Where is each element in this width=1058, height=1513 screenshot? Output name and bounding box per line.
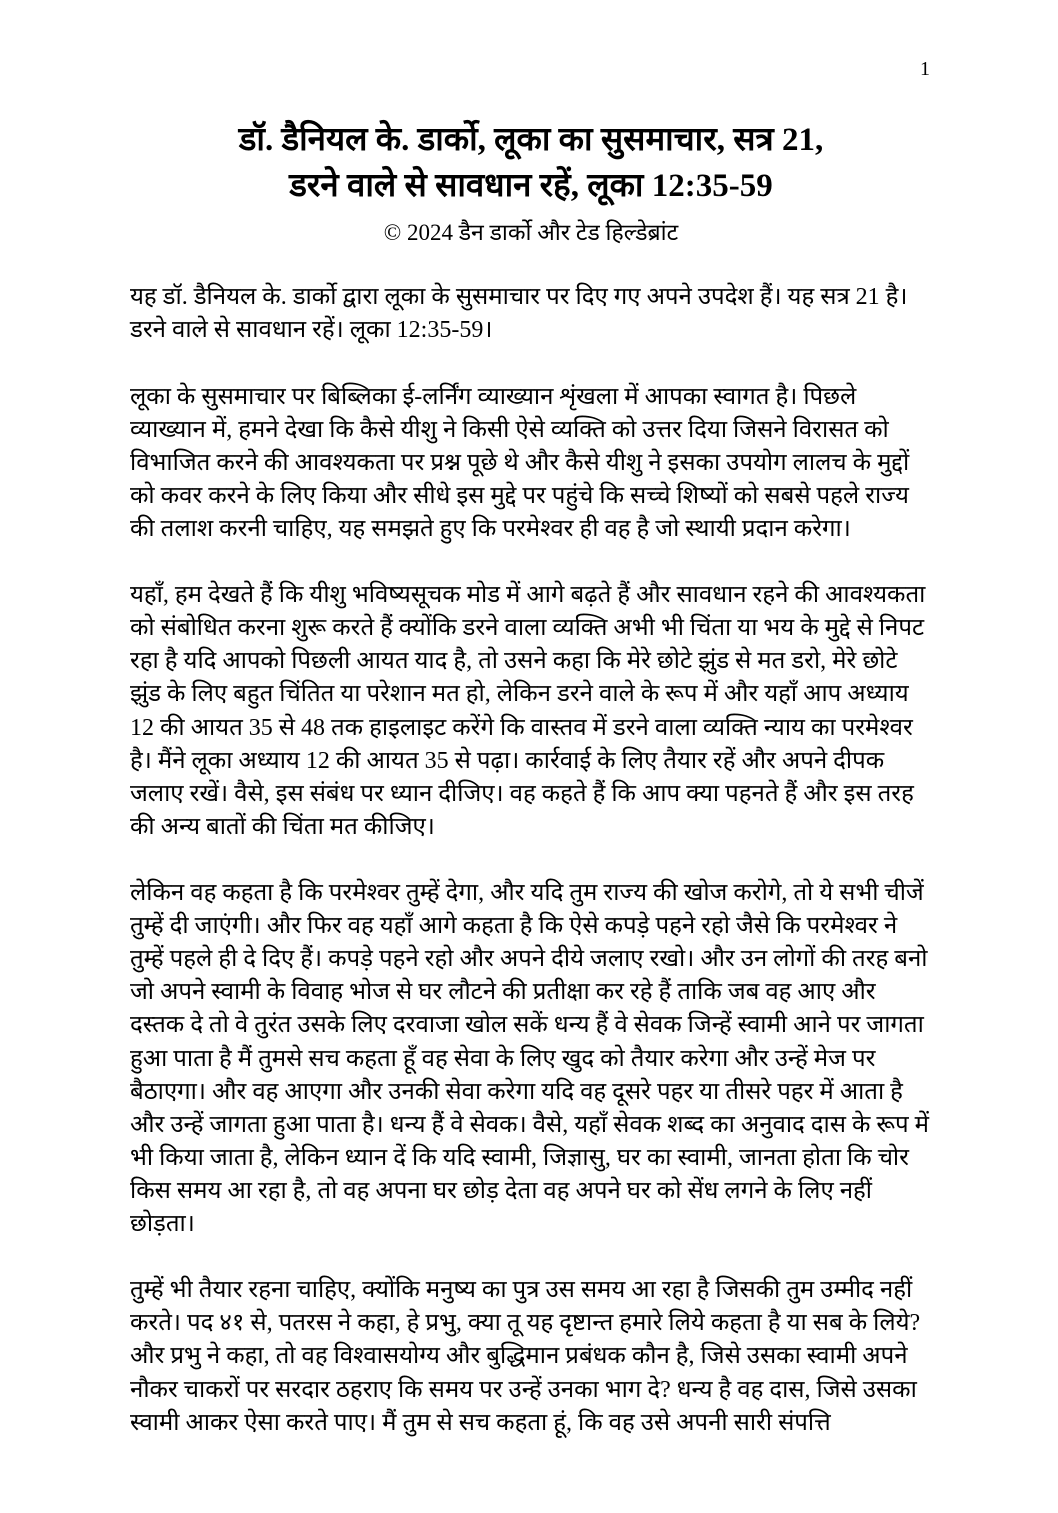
document-title-line-2: डरने वाले से सावधान रहें, लूका 12:35-59 bbox=[289, 168, 773, 205]
paragraph-son-of-man: तुम्हें भी तैयार रहना चाहिए, क्योंकि मनुष्य का पुत्र उस समय आ रहा है जिसकी तुम उम्मीद नहीं करते। पद ४१ से, पतरस ने कहा, हे प्रभु, क्या तू यह दृष्टान्त हमारे लिये कहता है या सब के लिये? और प्रभु ने कहा, तो वह विश्वासयोग्य और बुद्धिमान प्रबंधक कौन है, जिसे उसका स्वामी अपने नौकर चाकरों पर सरदार ठहराए कि समय पर उन्हें उनका भाग दे? धन्य है वह दास, जिसे उसका स्वामी आकर ऐसा करते पाए। मैं तुम से सच कहता हूं, कि वह उसे अपनी सारी संपत्ति bbox=[130, 1277, 921, 1436]
paragraph-intro: यह डॉ. डैनियल के. डार्को द्वारा लूका के सुसमाचार पर दिए गए अपने उपदेश हैं। यह सत्र 21 है। डरने वाले से सावधान रहें। लूका 12:35-59। bbox=[130, 284, 908, 344]
paragraph-welcome: लूका के सुसमाचार पर बिब्लिका ई-लर्निंग व्याख्यान शृंखला में आपका स्वागत है। पिछले व्याख्यान में, हमने देखा कि कैसे यीशु ने किसी ऐसे व्यक्ति को उत्तर दिया जिसने विरासत को विभाजित करने की आवश्यकता पर प्रश्न पूछे थे और कैसे यीशु ने इसका उपयोग लालच के मुद्दों को कवर करने के लिए किया और सीधे इस मुद्दे पर पहुंचे कि सच्चे शिष्यों को सबसे पहले राज्य की तलाश करनी चाहिए, यह समझते हुए कि परमेश्वर ही वह है जो स्थायी प्रदान करेगा। bbox=[130, 383, 910, 543]
document-title-line-1: डॉ. डैनियल के. डार्को, लूका का सुसमाचार, सत्र 21, bbox=[238, 122, 824, 158]
document-title bbox=[130, 117, 932, 209]
copyright-notice: © 2024 डैन डार्को और टेड हिल्डेब्रांट bbox=[383, 220, 679, 246]
page-number: 1 bbox=[920, 58, 930, 80]
document-body bbox=[130, 281, 932, 1439]
paragraph-lamps-burning: लेकिन वह कहता है कि परमेश्वर तुम्हें देगा, और यदि तुम राज्य की खोज करोगे, तो ये सभी चीजें तुम्हें दी जाएंगी। और फिर वह यहाँ आगे कहता है कि ऐसे कपड़े पहने रहो जैसे कि परमेश्वर ने तुम्हें पहले ही दे दिए हैं। कपड़े पहने रहो और अपने दीये जलाए रखो। और उन लोगों की तरह बनो जो अपने स्वामी के विवाह भोज से घर लौटने की प्रतीक्षा कर रहे हैं ताकि जब वह आए और दस्तक दे तो वे तुरंत उसके लिए दरवाजा खोल सकें धन्य हैं वे सेवक जिन्हें स्वामी आने पर जागता हुआ पाता है मैं तुमसे सच कहता हूँ वह सेवा के लिए खुद को तैयार करेगा और उन्हें मेज पर बैठाएगा। और वह आएगा और उनकी सेवा करेगा यदि वह दूसरे पहर या तीसरे पहर में आता है और उन्हें जागता हुआ पाता है। धन्य हैं वे सेवक। वैसे, यहाँ सेवक शब्द का अनुवाद दास के रूप में भी किया जाता है, लेकिन ध्यान दें कि यदि स्वामी, जिज्ञासु, घर का स्वामी, जानता होता कि चोर किस समय आ रहा है, तो वह अपना घर छोड़ देता वह अपने घर को सेंध लगने के लिए नहीं छोड़ता। bbox=[130, 880, 930, 1238]
paragraph-prophetic-mode: यहाँ, हम देखते हैं कि यीशु भविष्यसूचक मोड में आगे बढ़ते हैं और सावधान रहने की आवश्यकता को संबोधित करना शुरू करते हैं क्योंकि डरने वाला व्यक्ति अभी भी चिंता या भय के मुद्दे से निपट रहा है यदि आपको पिछली आयत याद है, तो उसने कहा कि मेरे छोटे झुंड से मत डरो, मेरे छोटे झुंड के लिए बहुत चिंतित या परेशान मत हो, लेकिन डरने वाले के रूप में और यहाँ आप अध्याय 12 की आयत 35 से 48 तक हाइलाइट करेंगे कि वास्तव में डरने वाला व्यक्ति न्याय का परमेश्वर है। मैंने लूका अध्याय 12 की आयत 35 से पढ़ा। कार्रवाई के लिए तैयार रहें और अपने दीपक जलाए रखें। वैसे, इस संबंध पर ध्यान दीजिए। वह कहते हैं कि आप क्या पहनते हैं और इस तरह की अन्य बातों की चिंता मत कीजिए। bbox=[130, 582, 926, 840]
